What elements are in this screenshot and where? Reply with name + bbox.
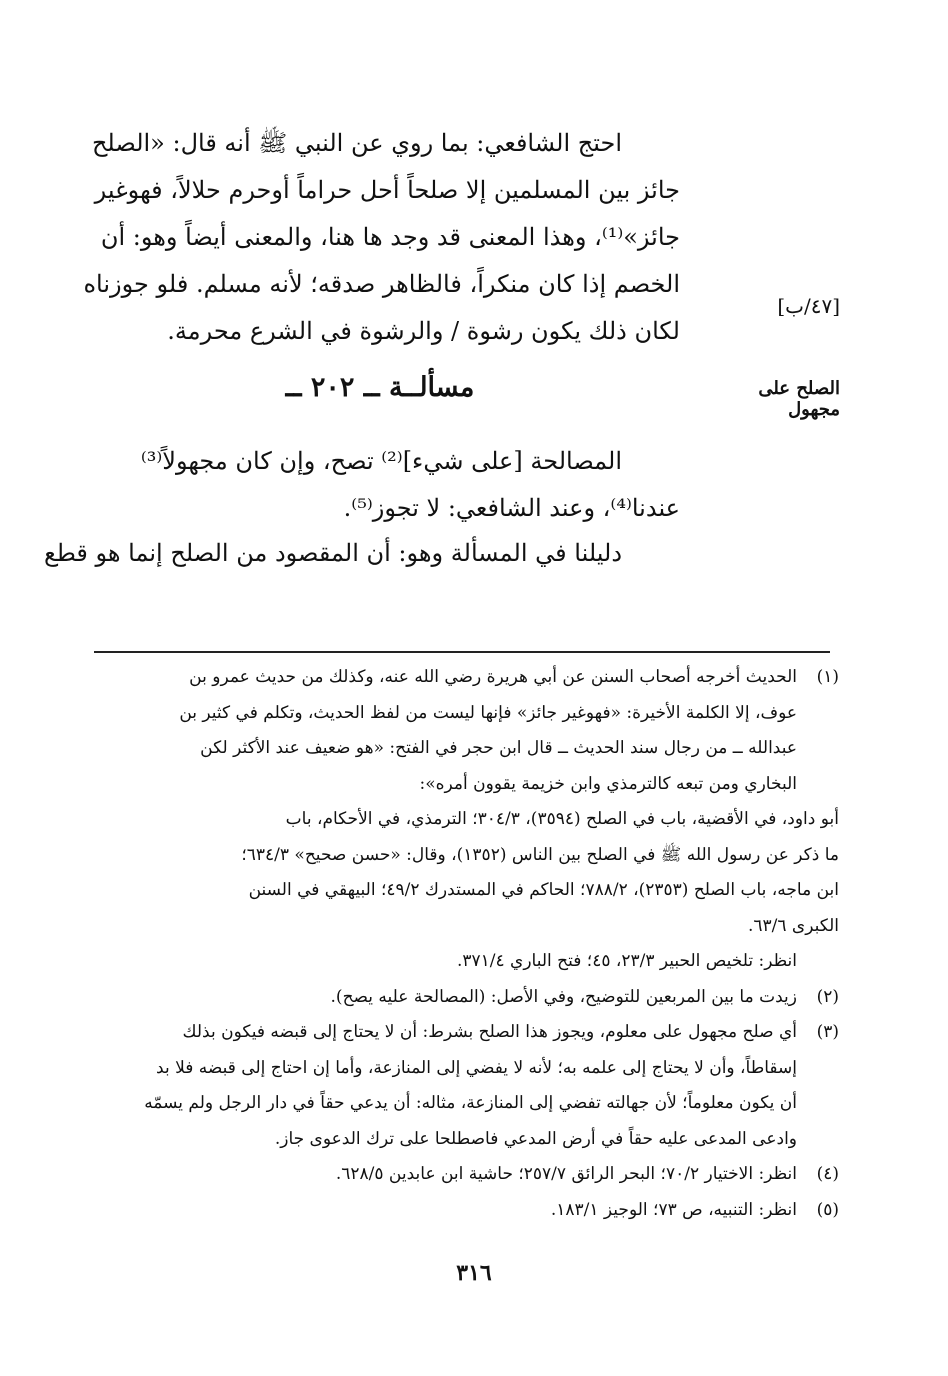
- footnotes: [94, 660, 839, 1228]
- footnote-line: أي صلح مجهول على معلوم، ويجوز هذا الصلح بشرط: أن لا يحتاج إلى قبضه فيكون بذلك: [182, 1022, 797, 1042]
- footnote-4: [94, 1157, 839, 1193]
- paragraph-evidence: [43, 530, 680, 577]
- footnote-line: انظر: تلخيص الحبير ٢٣/٣، ٤٥؛ فتح الباري ٣٧١/٤.: [456, 951, 797, 971]
- text-line: دليلنا في المسألة وهو: أن المقصود من الصلح إنما هو قطع: [43, 539, 622, 567]
- footnote-line: إسقاطاً، وأن لا يحتاج إلى علمه به؛ لأنه لا يفضي إلى المنازعة، وأما إن احتاج إلى قبضه فلا بد: [156, 1057, 797, 1078]
- paragraph-shafii-argument: [80, 120, 680, 355]
- footnote-number: (٤): [816, 1164, 839, 1184]
- text-line: المصالحة [على شيء]⁽²⁾ تصح، وإن كان مجهولاً⁽³⁾: [140, 447, 622, 475]
- text-line: الخصم إذا كان منكراً، فالظاهر صدقه؛ لأنه مسلم. فلو جوزناه: [83, 270, 680, 298]
- footnote-number: (١): [816, 667, 839, 687]
- footnote-line: ما ذكر عن رسول الله ﷺ في الصلح بين الناس (١٣٥٢)، وقال: «حسن صحيح» ٦٣٤/٣؛: [241, 844, 839, 865]
- footnote-line: وادعى المدعى عليه حقاً في أرض المدعي فاصطلحا على ترك الدعوى جاز.: [274, 1128, 797, 1149]
- footnote-body: [94, 1157, 797, 1193]
- footnote-body: [94, 1015, 797, 1157]
- footnote-3: [94, 1015, 839, 1157]
- footnote-line: الكبرى ٦٣/٦.: [747, 915, 839, 936]
- footnote-line: زيدت ما بين المربعين للتوضيح، وفي الأصل: (المصالحة عليه يصح).: [330, 986, 797, 1007]
- footnote-body: [94, 1193, 797, 1229]
- footnote-line: عوف، إلا الكلمة الأخيرة: «فهوغير جائز» فإنها ليست من لفظ الحديث، وتكلم في كثير بن: [179, 702, 797, 723]
- footnote-number: (٥): [816, 1199, 839, 1220]
- footnote-line: عبدالله ــ من رجال سند الحديث ــ قال ابن حجر في الفتح: «هو ضعيف عند الأكثر لكن: [200, 738, 797, 758]
- footnote-2: [94, 980, 839, 1016]
- footnote-number: (٢): [816, 986, 839, 1007]
- text-line: عندنا⁽⁴⁾، وعند الشافعي: لا تجوز⁽⁵⁾.: [343, 494, 680, 522]
- footnote-1: [94, 660, 839, 980]
- text-line: جائز بين المسلمين إلا صلحاً أحل حراماً أوحرم حلالاً، فهوغير: [94, 176, 680, 204]
- text-line: احتج الشافعي: بما روي عن النبي ﷺ أنه قال: «الصلح: [91, 129, 622, 157]
- folio-reference: [٤٧/ب]: [777, 294, 840, 318]
- margin-side-title: الصلح على مجهول: [758, 378, 840, 420]
- footnote-separator: [94, 651, 830, 653]
- paragraph-issue-statement: [80, 438, 680, 532]
- footnote-line: الحديث أخرجه أصحاب السنن عن أبي هريرة رضي الله عنه، وكذلك من حديث عمرو بن: [189, 667, 797, 687]
- footnote-line: أبو داود، في الأقضية، باب في الصلح (٣٥٩٤)، ٣٠٤/٣؛ الترمذي، في الأحكام، باب: [285, 809, 839, 829]
- issue-heading: مسألــة ــ ٢٠٢ ــ: [285, 372, 475, 403]
- footnote-line: البخاري ومن تبعه كالترمذي وابن خزيمة يقوون أمره»:: [419, 773, 797, 794]
- footnote-line: ابن ماجه، باب الصلح (٢٣٥٣)، ٧٨٨/٢؛ الحاكم في المستدرك ٤٩/٢؛ البيهقي في السنن: [248, 880, 839, 900]
- footnote-number: (٣): [816, 1022, 839, 1042]
- text-line: جائز»⁽¹⁾، وهذا المعنى قد وجد ها هنا، والمعنى أيضاً وهو: أن: [100, 223, 680, 251]
- footnote-line: انظر: التنبيه، ص ٧٣؛ الوجيز ١٨٣/١.: [550, 1199, 797, 1220]
- footnote-line: انظر: الاختيار ٧٠/٢؛ البحر الرائق ٢٥٧/٧؛ حاشية ابن عابدين ٦٢٨/٥.: [335, 1164, 797, 1184]
- text-line: لكان ذلك يكون رشوة / والرشوة في الشرع محرمة.: [167, 317, 680, 345]
- footnote-line: أن يكون معلوماً؛ لأن جهالته تفضي إلى المنازعة، مثاله: أن يدعي حقاً في دار الرجل ولم يسمّه: [144, 1093, 797, 1113]
- footnote-body: [94, 660, 839, 980]
- page-number: ٣١٦: [456, 1260, 492, 1286]
- footnote-5: [94, 1193, 839, 1229]
- footnote-body: [94, 980, 797, 1016]
